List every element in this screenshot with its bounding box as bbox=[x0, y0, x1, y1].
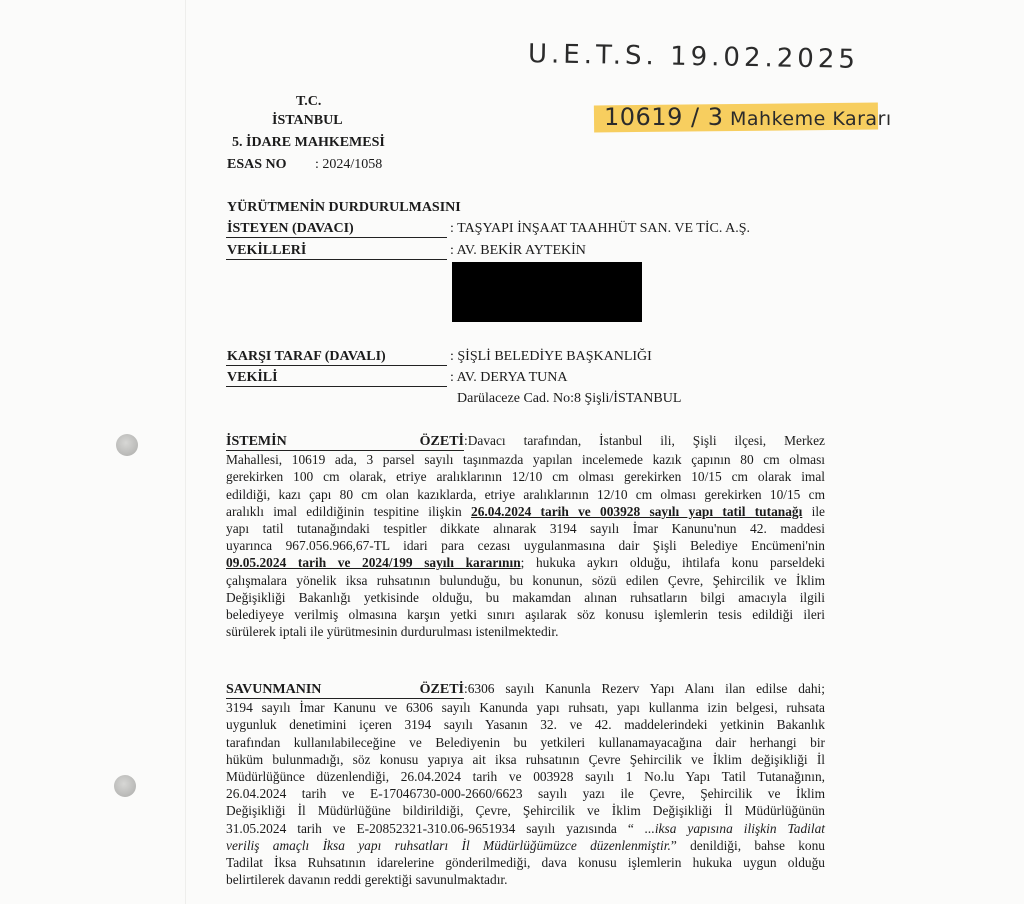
defense-line-6: Müdürlüğünce düzenlendiği, 26.04.2024 tarih ve 003928 sayılı 1 No.lu Yapı Tatil Tutanağının, bbox=[226, 769, 825, 785]
defense-line-1: SAVUNMANIN ÖZETİ:6306 sayılı Kanunla Rezerv Yapı Alanı ilan edilse dahi; bbox=[226, 680, 825, 699]
claim-summary bbox=[226, 432, 825, 640]
claim-line-2: Mahallesi, 10619 ada, 3 parsel sayılı taşınmazda yapılan incelemede kazık çapının 80 cm olması bbox=[226, 452, 825, 468]
claim-line-10: Değişikliği Bakanlığı yetkisinde olduğu, bu makamdan alınan ruhsatların bilgi amacıyla ilgili bbox=[226, 589, 825, 605]
handwritten-date-note: U.E.T.S. 19.02.2025 bbox=[527, 39, 860, 75]
plaintiff-name: : TAŞYAPI İNŞAAT TAAHHÜT SAN. VE TİC. A.Ş. bbox=[450, 221, 750, 236]
defense-line-10: veriliş amaçlı İksa yapı ruhsatları İl Müdürlüğümüzce düzenlenmiştir.” denildiği, bahse konu bbox=[226, 837, 826, 853]
header-city: İSTANBUL bbox=[272, 113, 343, 128]
esas-label: ESAS NO bbox=[227, 157, 287, 172]
underline-defendant-lawyer bbox=[226, 386, 447, 387]
defendant-name: : ŞİŞLİ BELEDİYE BAŞKANLIĞI bbox=[450, 349, 652, 364]
defense-line-8: Değişikliği İl Müdürlüğüne bildirildiği, Çevre, Şehircilik ve İklim Değişikliği İl Müdürlüğünün bbox=[226, 803, 825, 819]
claim-line-8: 09.05.2024 tarih ve 2024/199 sayılı kararının; hukuka aykırı olduğu, ihtilafa konu parseldeki bbox=[226, 555, 825, 571]
plaintiff-lawyer-label: VEKİLLERİ bbox=[227, 243, 307, 258]
encumen-decision-reference: 09.05.2024 tarih ve 2024/199 sayılı kararının bbox=[226, 555, 521, 571]
claim-line-5: aralıklı imal edildiğinin tespitine ilişkin 26.04.2024 tarih ve 003928 sayılı yapı tatil tutanağı ile bbox=[226, 503, 825, 519]
defense-line-5: hüküm bulunmadığı, söz konusu yapıya ait iksa ruhsatının Çevre Şehircilik ve İklim değişikliği İl bbox=[226, 751, 825, 767]
header-court: 5. İDARE MAHKEMESİ bbox=[232, 135, 385, 150]
defendant-label: KARŞI TARAF (DAVALI) bbox=[227, 349, 386, 364]
defense-summary-label: SAVUNMANIN ÖZETİ bbox=[226, 681, 464, 699]
defendant-address: Darülaceze Cad. No:8 Şişli/İSTANBUL bbox=[457, 391, 682, 406]
defense-line-9: 31.05.2024 tarih ve E-20852321-310.06-9651934 sayılı yazısında “ ...iksa yapısına ilişkin Tadilat bbox=[226, 820, 825, 836]
defendant-lawyer-name: : AV. DERYA TUNA bbox=[450, 370, 568, 385]
defense-line-11: Tadilat İksa Ruhsatının idarelerine gönderilmediği, dava konusu işlemlerin hukuka uygun olduğu bbox=[226, 855, 825, 871]
punch-hole-top bbox=[116, 434, 138, 456]
claim-line-3: gerekirken 100 cm olarak, etriye aralıklarının 12/10 cm olması gerekirken 10/15 cm olarak imal bbox=[226, 469, 825, 485]
punch-hole-bottom bbox=[114, 775, 136, 797]
defendant-lawyer-label: VEKİLİ bbox=[227, 370, 278, 385]
underline-defendant bbox=[226, 365, 447, 366]
handwritten-case-note bbox=[604, 103, 892, 131]
claim-line-12: sürülerek iptali ile yürütmesinin durdurulması istenilmektedir. bbox=[226, 624, 559, 640]
defense-line-4: tarafından kullanılabileceğine ve Belediyenin bu yetkileri kullanamayacağına dair herhangi bir bbox=[226, 734, 825, 750]
plaintiff-lawyer-name: : AV. BEKİR AYTEKİN bbox=[450, 243, 586, 258]
request-label-line2: İSTEYEN (DAVACI) bbox=[227, 221, 354, 236]
quoted-text-1: ...iksa yapısına ilişkin Tadilat bbox=[644, 820, 825, 836]
claim-line-6: yapı tatil tutanağındaki tespitler dikkate alınarak 3194 sayılı İmar Kanunu'nun 42. maddesi bbox=[226, 521, 825, 537]
esas-value: : 2024/1058 bbox=[315, 157, 383, 172]
claim-line-9: çalışmalara yönelik iksa ruhsatının bulunduğu, bu konunun, sözü edilen Çevre, Şehircilik ve İklim bbox=[226, 572, 825, 588]
claim-line-11: belediyeye verilmiş olmasına karşın yetki sınırı aşılarak söz konusu işlemlerin tesis edildiği ileri bbox=[226, 607, 825, 623]
quoted-text-2: veriliş amaçlı İksa yapı ruhsatları İl Müdürlüğümüzce düzenlenmiştir. bbox=[226, 837, 671, 853]
defense-line-2: 3194 sayılı İmar Kanunu ve 6306 sayılı Kanunda yapı ruhsatı, yapı kullanma izin belgesi, ruhsata bbox=[226, 700, 825, 716]
claim-line-4: edildiği, kazı çapı 80 cm olan kazıklarda, etriye aralıklarının 12/10 cm olması gerekirken 10/15 cm bbox=[226, 486, 825, 502]
claim-line-7: uyarınca 967.056.966,67-TL idari para cezası uygulanmasına dair Şişli Belediye Encümeni'nin bbox=[226, 538, 825, 554]
defense-line-12: belirtilerek davanın reddi gerektiği savunulmaktadır. bbox=[226, 872, 508, 888]
defense-line-7: 26.04.2024 tarih ve E-17046730-000-2660/6623 sayılı yazı ile Çevre, Şehircilik ve İklim bbox=[226, 786, 825, 802]
paper-edge bbox=[185, 0, 186, 904]
handwritten-note-number: 10619 / 3 bbox=[604, 103, 724, 131]
tutanak-reference: 26.04.2024 tarih ve 003928 sayılı yapı tatil tutanağı bbox=[471, 503, 803, 519]
claim-line-1: İSTEMİN ÖZETİ:Davacı tarafından, İstanbul ili, Şişli ilçesi, Merkez bbox=[226, 432, 825, 451]
handwritten-note-text: Mahkeme Kararı bbox=[730, 108, 892, 130]
claim-summary-label: İSTEMİN ÖZETİ bbox=[226, 433, 464, 451]
redacted-block bbox=[452, 262, 642, 322]
defense-line-3: uygunluk denetimini içeren 3194 sayılı Yasanın 32. ve 42. maddelerindeki yetkinin Bakanlık bbox=[226, 717, 825, 733]
underline-plaintiff bbox=[226, 237, 447, 238]
header-tc: T.C. bbox=[296, 94, 322, 109]
underline-plaintiff-lawyer bbox=[226, 259, 447, 260]
request-label-line1: YÜRÜTMENİN DURDURULMASINI bbox=[227, 200, 461, 215]
defense-summary bbox=[226, 680, 825, 888]
